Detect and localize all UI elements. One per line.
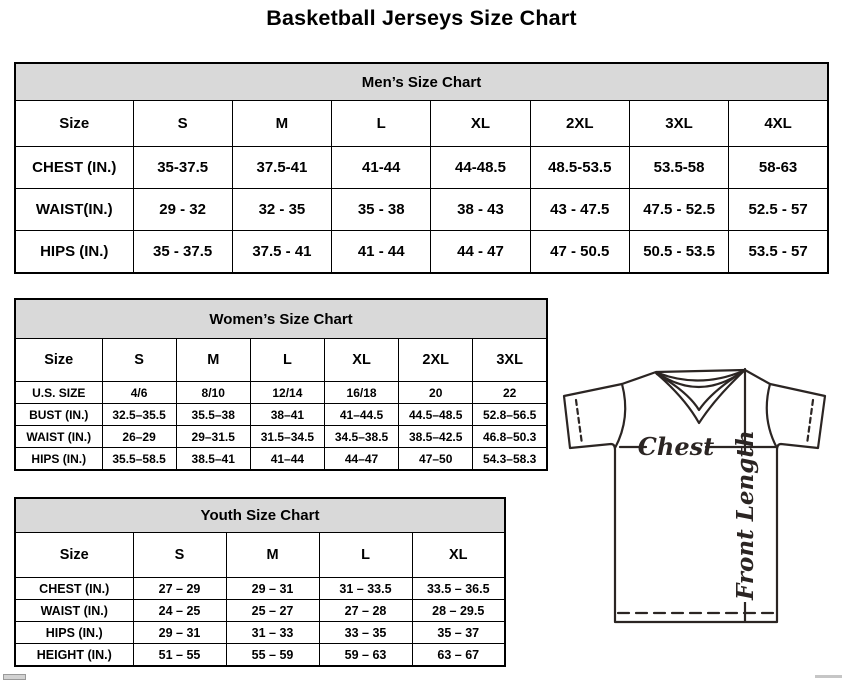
youth-size-chart-table bbox=[14, 497, 506, 667]
size-header-cell: Size bbox=[15, 339, 102, 382]
size-value-cell: 38.5–42.5 bbox=[399, 426, 473, 448]
size-column-header: 4XL bbox=[729, 101, 828, 147]
size-value-cell: 53.5-58 bbox=[629, 147, 728, 189]
size-header-cell: Size bbox=[15, 101, 133, 147]
size-column-header: XL bbox=[324, 339, 398, 382]
size-value-cell: 22 bbox=[473, 382, 547, 404]
size-value-cell: 35-37.5 bbox=[133, 147, 232, 189]
size-header-cell: Size bbox=[15, 533, 133, 578]
size-value-cell: 41–44 bbox=[250, 448, 324, 471]
size-value-cell: 33 – 35 bbox=[319, 622, 412, 644]
size-value-cell: 4/6 bbox=[102, 382, 176, 404]
size-value-cell: 31.5–34.5 bbox=[250, 426, 324, 448]
row-label: HIPS (IN.) bbox=[15, 622, 133, 644]
womens-size-chart-table bbox=[14, 298, 548, 471]
size-value-cell: 41–44.5 bbox=[324, 404, 398, 426]
size-value-cell: 16/18 bbox=[324, 382, 398, 404]
size-value-cell: 54.3–58.3 bbox=[473, 448, 547, 471]
size-value-cell: 24 – 25 bbox=[133, 600, 226, 622]
size-value-cell: 44-48.5 bbox=[431, 147, 530, 189]
row-label: CHEST (IN.) bbox=[15, 147, 133, 189]
size-column-header: S bbox=[133, 533, 226, 578]
size-value-cell: 50.5 - 53.5 bbox=[629, 231, 728, 274]
size-value-cell: 8/10 bbox=[176, 382, 250, 404]
size-value-cell: 12/14 bbox=[250, 382, 324, 404]
size-column-header: M bbox=[232, 101, 331, 147]
size-value-cell: 31 – 33.5 bbox=[319, 578, 412, 600]
size-value-cell: 32 - 35 bbox=[232, 189, 331, 231]
size-value-cell: 53.5 - 57 bbox=[729, 231, 828, 274]
row-label: CHEST (IN.) bbox=[15, 578, 133, 600]
row-label: BUST (IN.) bbox=[15, 404, 102, 426]
size-value-cell: 27 – 29 bbox=[133, 578, 226, 600]
size-value-cell: 38.5–41 bbox=[176, 448, 250, 471]
size-column-header: 3XL bbox=[473, 339, 547, 382]
table-title: Men’s Size Chart bbox=[15, 63, 828, 101]
size-value-cell: 44 - 47 bbox=[431, 231, 530, 274]
size-value-cell: 35 - 38 bbox=[332, 189, 431, 231]
size-value-cell: 51 – 55 bbox=[133, 644, 226, 667]
size-column-header: S bbox=[102, 339, 176, 382]
table-title: Youth Size Chart bbox=[15, 498, 505, 533]
row-label: WAIST(IN.) bbox=[15, 189, 133, 231]
page-title: Basketball Jerseys Size Chart bbox=[266, 6, 577, 30]
table-title: Women’s Size Chart bbox=[15, 299, 547, 339]
size-value-cell: 34.5–38.5 bbox=[324, 426, 398, 448]
size-value-cell: 35 - 37.5 bbox=[133, 231, 232, 274]
size-value-cell: 41-44 bbox=[332, 147, 431, 189]
size-value-cell: 46.8–50.3 bbox=[473, 426, 547, 448]
size-value-cell: 47 - 50.5 bbox=[530, 231, 629, 274]
chest-label: Chest bbox=[637, 432, 715, 461]
size-value-cell: 59 – 63 bbox=[319, 644, 412, 667]
size-value-cell: 29 - 32 bbox=[133, 189, 232, 231]
size-value-cell: 44.5–48.5 bbox=[399, 404, 473, 426]
size-value-cell: 47–50 bbox=[399, 448, 473, 471]
size-value-cell: 55 – 59 bbox=[226, 644, 319, 667]
size-value-cell: 29 – 31 bbox=[133, 622, 226, 644]
size-value-cell: 48.5-53.5 bbox=[530, 147, 629, 189]
row-label: HIPS (IN.) bbox=[15, 448, 102, 471]
size-value-cell: 38–41 bbox=[250, 404, 324, 426]
size-value-cell: 37.5-41 bbox=[232, 147, 331, 189]
size-value-cell: 35.5–58.5 bbox=[102, 448, 176, 471]
front-length-label: Front Length bbox=[732, 430, 759, 600]
size-value-cell: 35 – 37 bbox=[412, 622, 505, 644]
row-label: WAIST (IN.) bbox=[15, 426, 102, 448]
size-value-cell: 52.8–56.5 bbox=[473, 404, 547, 426]
size-column-header: 2XL bbox=[530, 101, 629, 147]
size-value-cell: 35.5–38 bbox=[176, 404, 250, 426]
size-column-header: L bbox=[250, 339, 324, 382]
size-column-header: XL bbox=[412, 533, 505, 578]
size-value-cell: 33.5 – 36.5 bbox=[412, 578, 505, 600]
size-value-cell: 44–47 bbox=[324, 448, 398, 471]
size-value-cell: 20 bbox=[399, 382, 473, 404]
row-label: U.S. SIZE bbox=[15, 382, 102, 404]
size-column-header: S bbox=[133, 101, 232, 147]
mens-size-chart-table bbox=[14, 62, 829, 274]
size-value-cell: 63 – 67 bbox=[412, 644, 505, 667]
size-column-header: M bbox=[226, 533, 319, 578]
size-value-cell: 26–29 bbox=[102, 426, 176, 448]
row-label: WAIST (IN.) bbox=[15, 600, 133, 622]
row-label: HEIGHT (IN.) bbox=[15, 644, 133, 667]
size-value-cell: 37.5 - 41 bbox=[232, 231, 331, 274]
size-column-header: 2XL bbox=[399, 339, 473, 382]
size-value-cell: 58-63 bbox=[729, 147, 828, 189]
size-value-cell: 43 - 47.5 bbox=[530, 189, 629, 231]
size-column-header: M bbox=[176, 339, 250, 382]
size-value-cell: 38 - 43 bbox=[431, 189, 530, 231]
size-column-header: L bbox=[332, 101, 431, 147]
size-value-cell: 29 – 31 bbox=[226, 578, 319, 600]
size-value-cell: 32.5–35.5 bbox=[102, 404, 176, 426]
size-column-header: 3XL bbox=[629, 101, 728, 147]
size-value-cell: 31 – 33 bbox=[226, 622, 319, 644]
row-label: HIPS (IN.) bbox=[15, 231, 133, 274]
jersey-outline bbox=[564, 370, 825, 622]
bottom-right-resize-handle[interactable] bbox=[815, 675, 842, 678]
jersey-measurement-diagram bbox=[555, 355, 843, 679]
size-value-cell: 52.5 - 57 bbox=[729, 189, 828, 231]
size-value-cell: 41 - 44 bbox=[332, 231, 431, 274]
size-value-cell: 28 – 29.5 bbox=[412, 600, 505, 622]
size-column-header: L bbox=[319, 533, 412, 578]
size-value-cell: 25 – 27 bbox=[226, 600, 319, 622]
size-column-header: XL bbox=[431, 101, 530, 147]
size-value-cell: 47.5 - 52.5 bbox=[629, 189, 728, 231]
size-value-cell: 29–31.5 bbox=[176, 426, 250, 448]
bottom-left-resize-handle[interactable] bbox=[3, 674, 26, 680]
size-value-cell: 27 – 28 bbox=[319, 600, 412, 622]
